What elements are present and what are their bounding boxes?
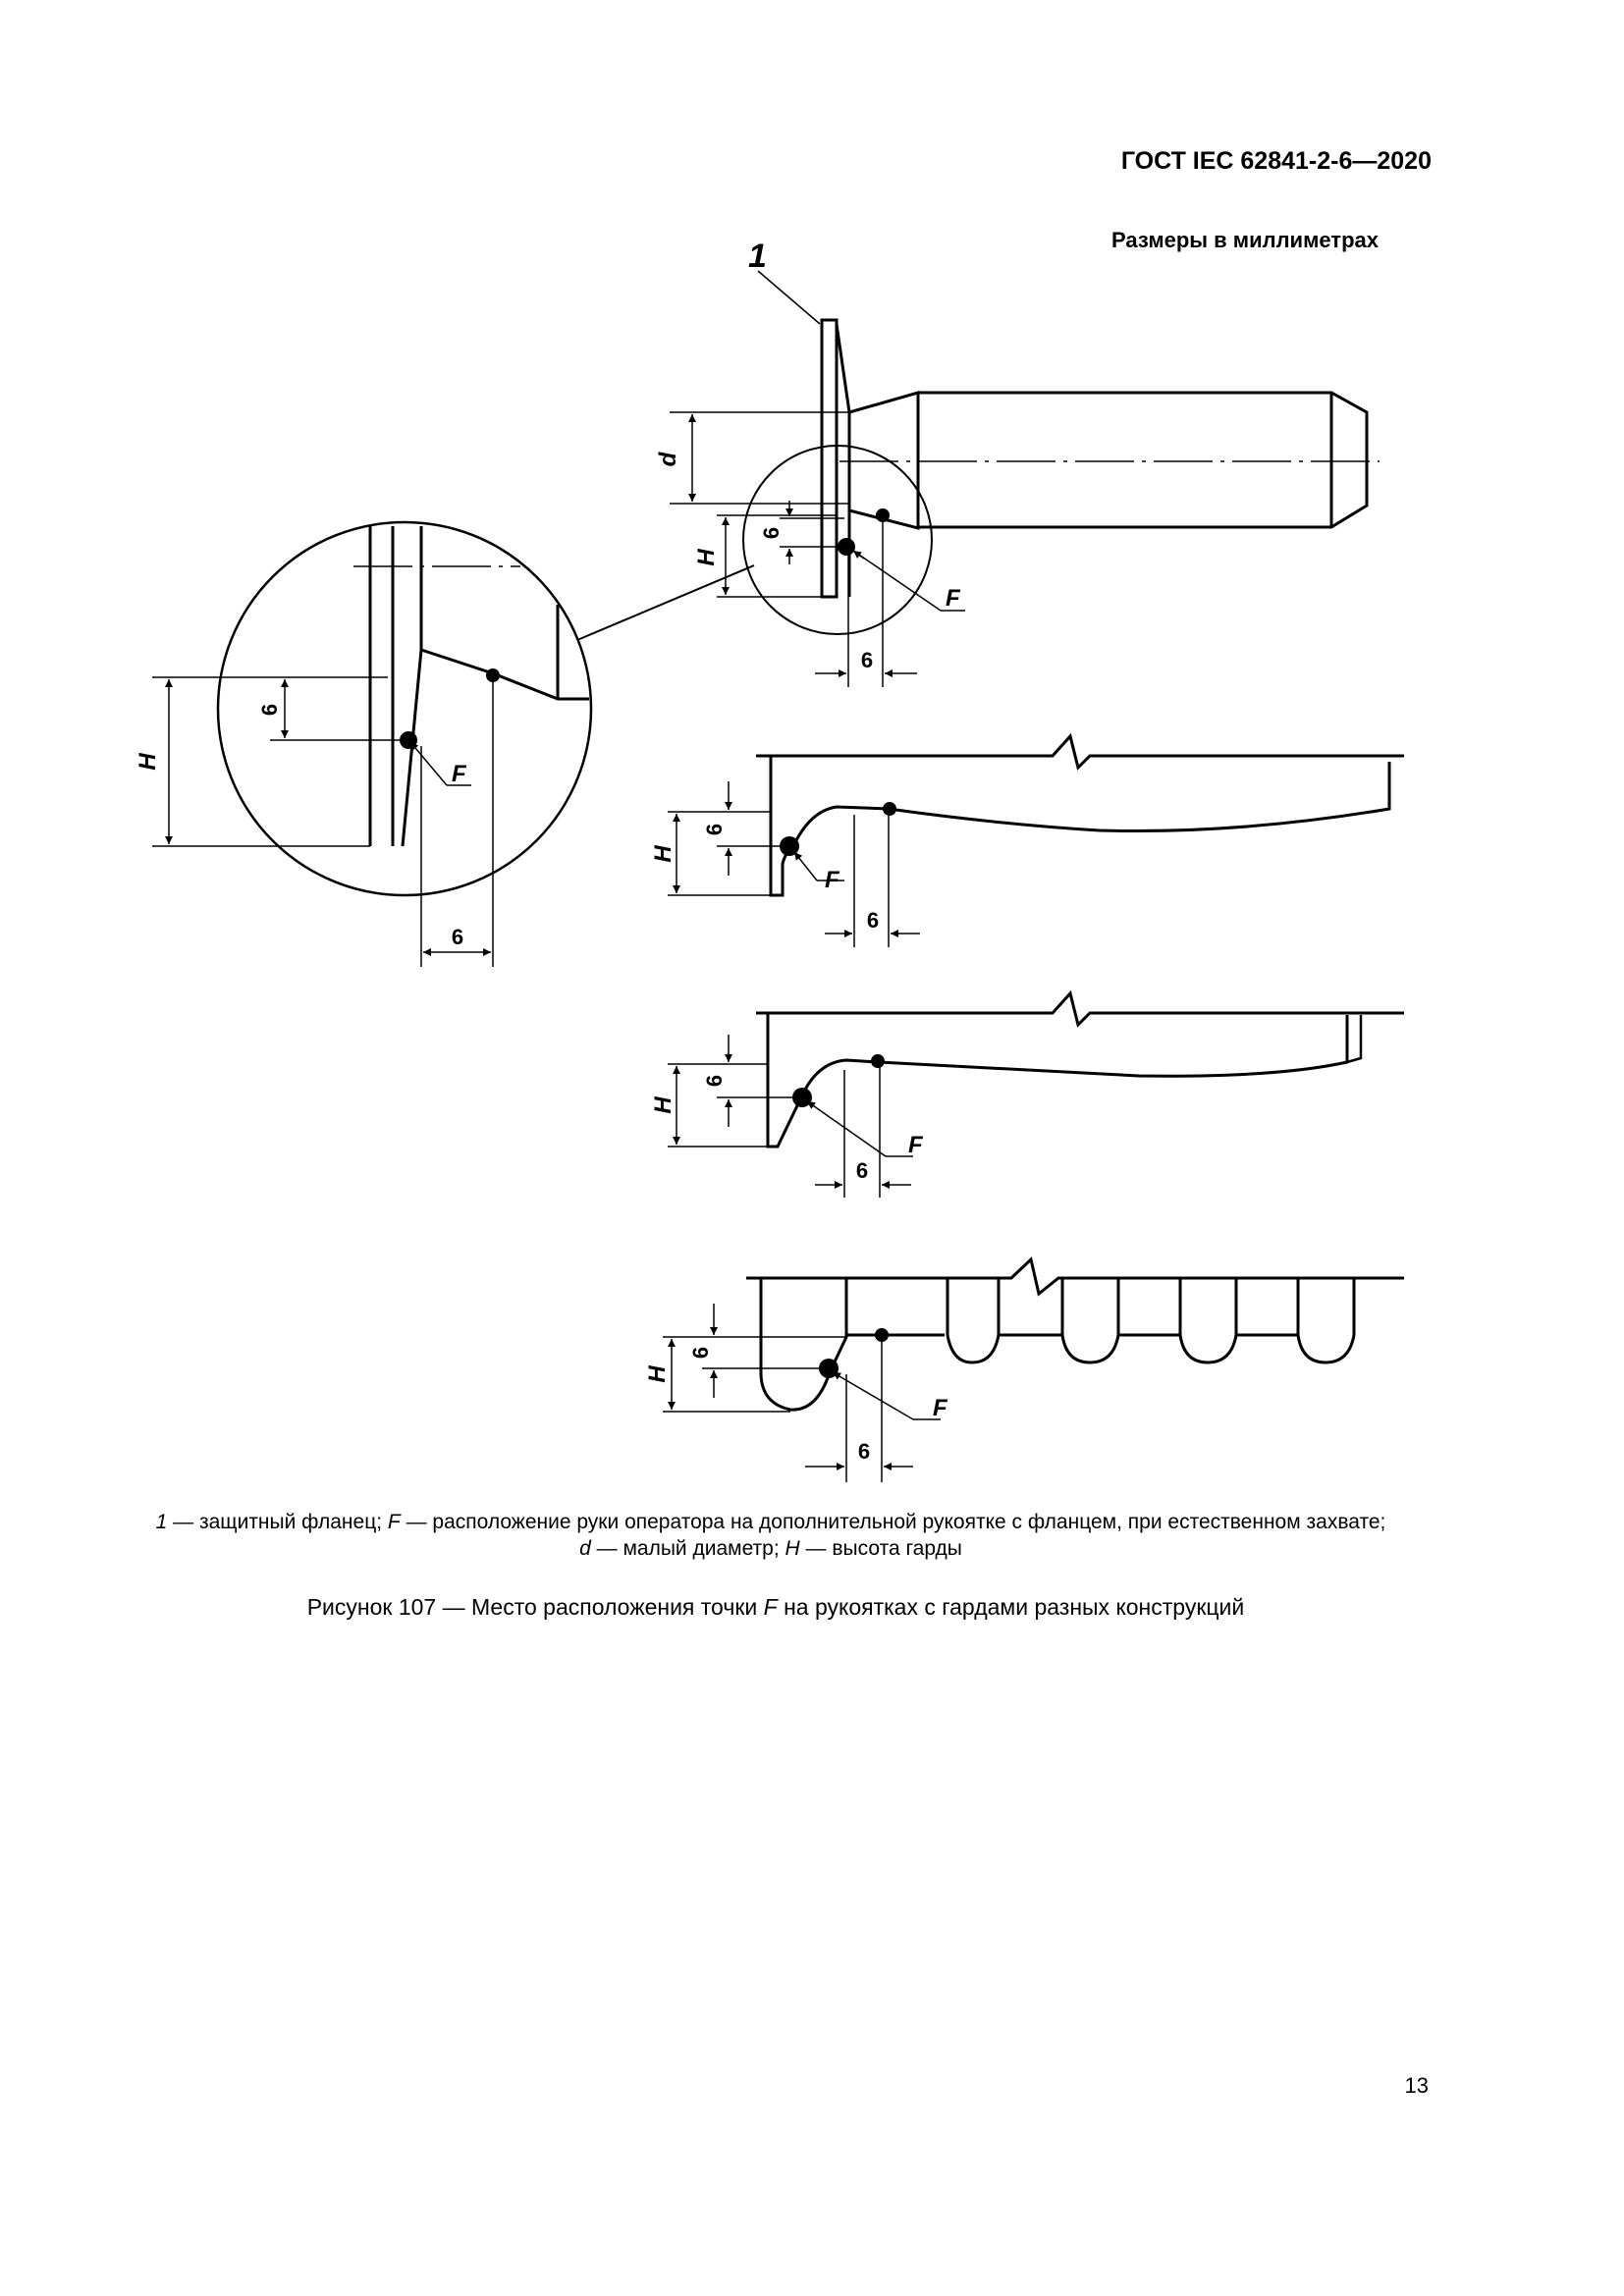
page-number: 13 <box>1404 2073 1429 2098</box>
caption-suffix: на рукоятках с гардами разных конструкций <box>777 1594 1245 1620</box>
legend-text-H: — высота гарды <box>799 1537 962 1560</box>
label-H-view1: H <box>693 549 720 566</box>
label-6-view3-vertical: 6 <box>702 1074 727 1088</box>
legend-text-d: — малый диаметр; <box>590 1537 785 1560</box>
label-6-view4-horizontal: 6 <box>857 1439 871 1464</box>
view-flange-handle <box>670 271 1380 687</box>
legend-key-1: 1 <box>155 1511 168 1533</box>
label-d: d <box>655 452 681 467</box>
label-6-view2-vertical: 6 <box>702 823 727 836</box>
label-H-detail: H <box>135 753 161 771</box>
label-H-view4: H <box>644 1365 671 1383</box>
callout-1-label: 1 <box>748 238 767 275</box>
view-detail-enlarged <box>152 522 754 967</box>
caption-prefix: Рисунок 107 — Место расположения точки <box>306 1594 764 1620</box>
label-F-view1: F <box>946 585 960 612</box>
label-6-view1-vertical: 6 <box>759 526 784 540</box>
label-6-view3-horizontal: 6 <box>855 1158 869 1183</box>
figure-caption <box>0 1594 1551 1621</box>
label-6-view2-horizontal: 6 <box>866 908 880 933</box>
label-6-detail-horizontal: 6 <box>451 925 464 949</box>
document-header: ГОСТ IEC 62841-2-6—2020 <box>1120 147 1432 175</box>
units-note: Размеры в миллиметрах <box>1111 228 1379 252</box>
label-F-view2: F <box>825 867 839 893</box>
label-H-view2: H <box>650 845 677 863</box>
label-F-view3: F <box>908 1132 923 1158</box>
figure-legend <box>108 1509 1434 1562</box>
legend-text-F: — расположение руки оператора на дополнительной рукоятке с фланцем, при естественном захвате; <box>400 1511 1386 1533</box>
label-6-detail-vertical: 6 <box>257 703 282 717</box>
view-guard-type-4 <box>663 1259 1404 1482</box>
legend-line-1 <box>108 1509 1434 1535</box>
legend-key-H: H <box>785 1537 800 1560</box>
view-guard-type-2 <box>668 736 1404 947</box>
label-H-view3: H <box>650 1096 677 1114</box>
label-F-detail: F <box>452 761 466 787</box>
label-F-view4: F <box>933 1395 947 1421</box>
legend-key-d: d <box>579 1537 591 1560</box>
legend-text-flange: — защитный фланец; <box>167 1511 388 1533</box>
caption-point: F <box>763 1594 778 1620</box>
legend-line-2 <box>108 1535 1434 1562</box>
legend-key-F: F <box>387 1511 401 1533</box>
label-6-view1-horizontal: 6 <box>860 648 874 672</box>
view-guard-type-3 <box>668 993 1404 1198</box>
label-6-view4-vertical: 6 <box>688 1346 713 1360</box>
